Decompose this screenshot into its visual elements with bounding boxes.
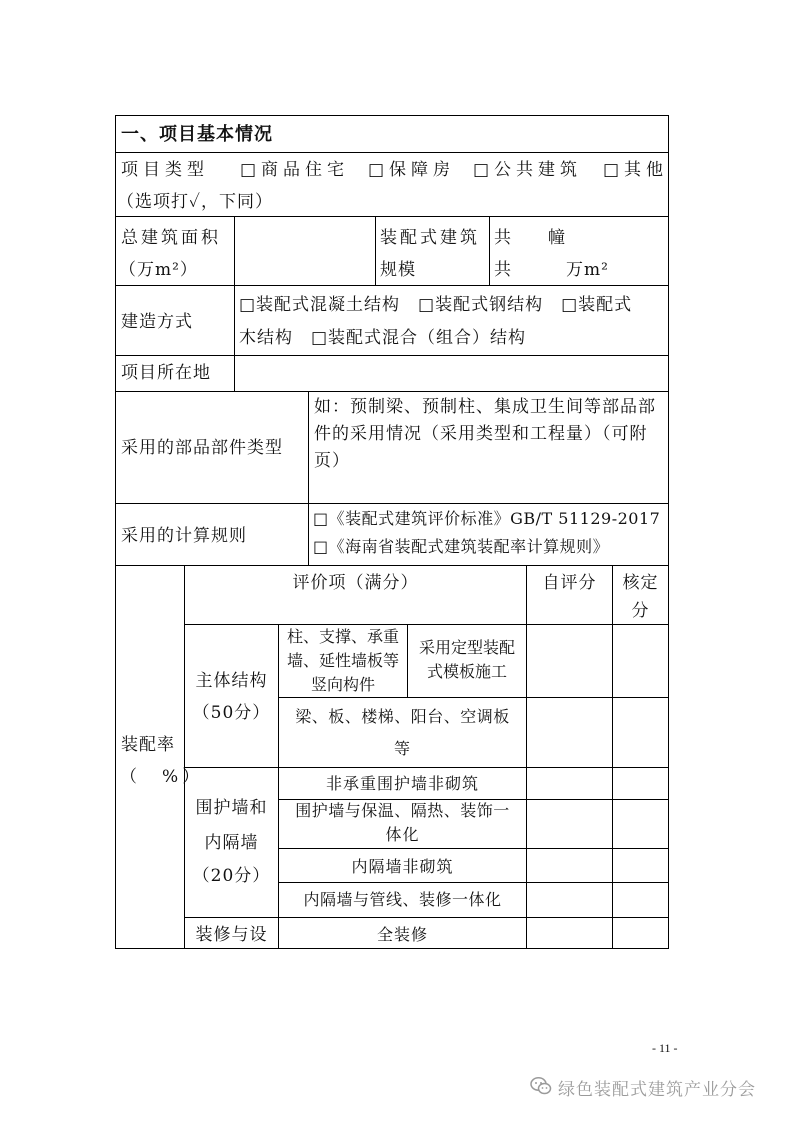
vertical-components-line3: 竖向构件 [310,675,375,694]
row-divider [184,624,669,625]
horizontal-components-line1: 梁、板、楼梯、阳台、空调板 [295,707,510,726]
col-divider [489,216,490,285]
building-count-field[interactable]: 共 幢 [494,228,566,248]
formwork-line1: 采用定型装配 [418,638,515,657]
row-divider [278,799,669,800]
col-divider [612,565,613,948]
total-area-label: 总建筑面积 [121,228,221,248]
col-divider [234,216,235,391]
wall-item-integration-line2: 体化 [385,825,420,844]
build-method-options-line2[interactable]: 木结构 □装配式混合（组合）结构 [239,328,527,348]
assembly-rate-label: 装配率 [121,735,175,755]
col-divider [526,565,527,948]
wall-label: 围护墙和 [195,798,268,818]
calc-rules-label: 采用的计算规则 [121,526,247,546]
prefab-scale-label-2: 规模 [380,260,416,280]
watermark-text: 绿色装配式建筑产业分会 [558,1080,756,1100]
vertical-components-line1: 柱、支撑、承重 [286,627,399,646]
project-type-note: （选项打✓，下同） [117,192,273,212]
table-border-bottom [115,948,669,949]
header-self-score: 自评分 [542,573,597,593]
option-other[interactable]: □其他 [603,160,669,180]
wall-label-2: 内隔墙 [204,833,259,853]
calc-rule-national-standard[interactable]: □《装配式建筑评价标准》GB/T 51129-2017 [313,509,661,528]
build-method-options-line1[interactable]: □装配式混凝土结构 □装配式钢结构 □装配式 [239,295,633,315]
assembly-rate-percent: （ %） [120,767,204,787]
horizontal-components-line2: 等 [393,739,411,758]
build-method-label: 建造方式 [121,312,193,332]
main-structure-score: （50分） [192,703,271,723]
header-verified-score: 核定 [622,573,659,593]
row-divider [278,697,669,698]
page-number: - 11 - [652,1041,678,1055]
col-divider [184,565,185,948]
components-desc-line1: 如：预制梁、预制柱、集成卫生间等部品部 [314,397,656,417]
table-border-left [115,115,116,948]
row-divider [115,565,669,566]
wall-item-partition-non-masonry: 内隔墙非砌筑 [351,857,454,876]
wall-item-integration-line1: 围护墙与保温、隔热、装饰一 [295,801,510,820]
row-divider [184,917,669,918]
wall-item-partition-integration: 内隔墙与管线、装修一体化 [303,890,502,909]
col-divider [375,216,376,285]
decoration-item-full-fitout: 全装修 [376,925,428,944]
row-divider [115,355,669,356]
row-divider [115,391,669,392]
wechat-icon [530,1076,552,1100]
col-divider [407,624,408,697]
row-divider [115,216,669,217]
vertical-components-line2: 墙、延性墙板等 [286,651,399,670]
wall-item-non-masonry-envelope: 非承重围护墙非砌筑 [325,774,479,793]
components-desc-line3: 页） [314,451,350,471]
location-label: 项目所在地 [121,363,211,383]
option-public-building[interactable]: □公共建筑 [473,160,583,180]
project-type-label: 项目类型 [121,160,209,180]
option-affordable-housing[interactable]: □保障房 [368,160,456,180]
row-divider [184,767,669,768]
row-divider [115,503,669,504]
components-label: 采用的部品部件类型 [121,438,283,458]
main-structure-label: 主体结构 [195,671,268,691]
header-evaluation-item: 评价项（满分） [292,573,419,593]
components-desc-line2: 件的采用情况（采用类型和工程量）（可附 [314,424,648,444]
section-title: 一、项目基本情况 [121,124,273,145]
decoration-label: 装修与设 [195,925,268,945]
total-area-unit: （万m²） [119,260,198,280]
row-divider [278,882,669,883]
row-divider [115,285,669,286]
prefab-area-field[interactable]: 共 万m² [494,260,609,280]
prefab-scale-label: 装配式建筑 [380,228,480,248]
option-commercial-housing[interactable]: □商品住宅 [240,160,350,180]
col-divider [308,391,309,565]
formwork-line2: 式模板施工 [426,662,507,681]
watermark [530,1075,756,1100]
header-verified-score-2: 分 [631,601,650,621]
wall-score: （20分） [192,866,271,886]
row-divider [115,152,669,153]
table-border-top [115,115,669,116]
row-divider [278,848,669,849]
calc-rule-hainan[interactable]: □《海南省装配式建筑装配率计算规则》 [313,537,610,556]
table-border-right [668,115,669,948]
